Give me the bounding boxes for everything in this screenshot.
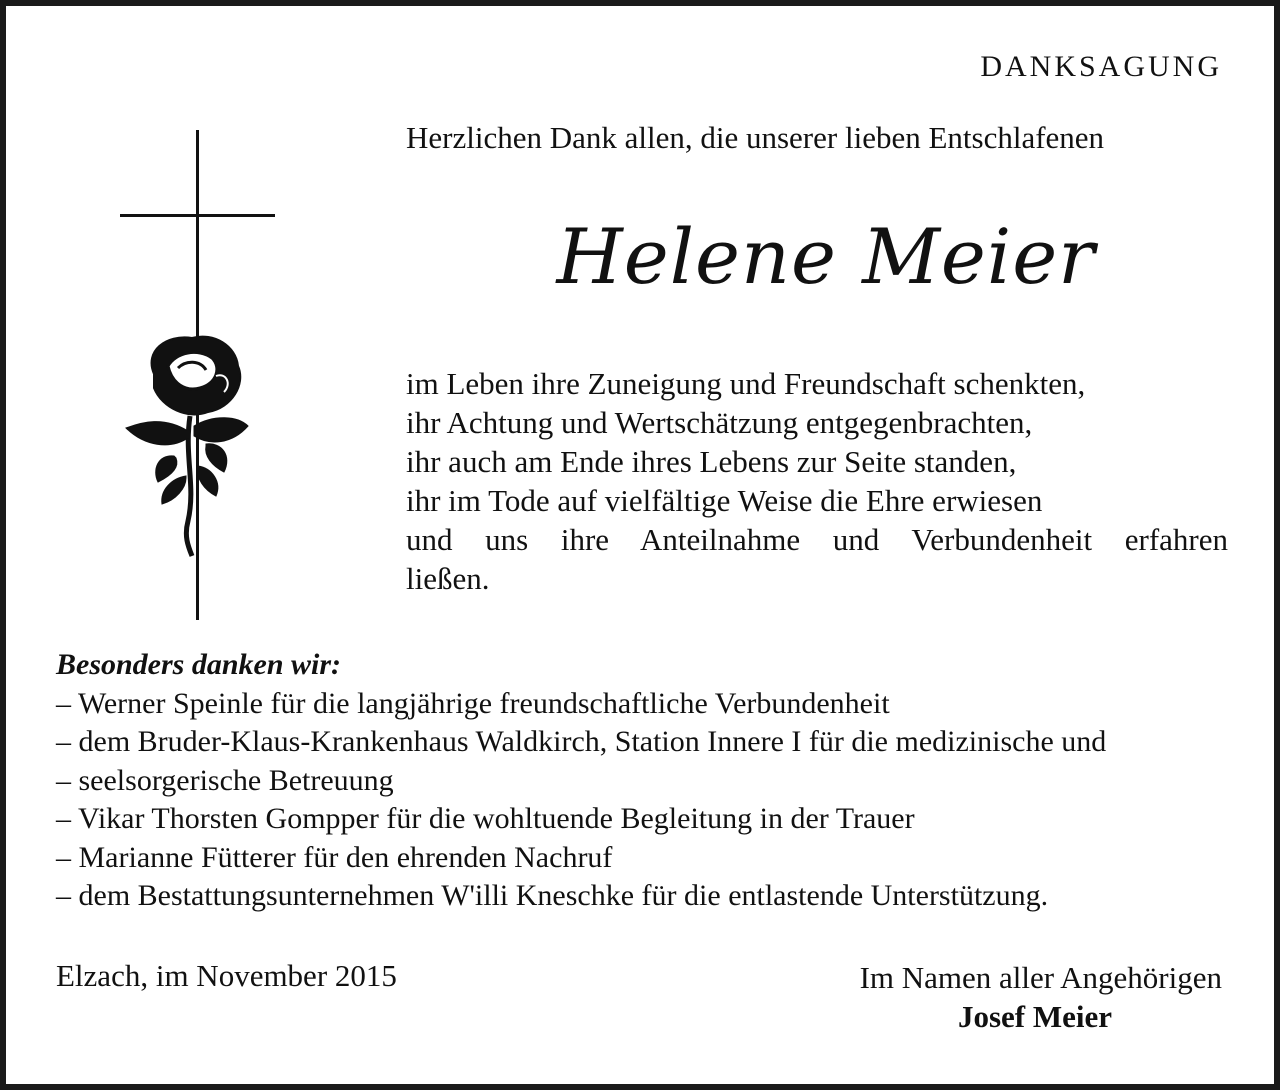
intro-text: Herzlichen Dank allen, die unserer lieben Entschlafenen [406, 120, 1105, 155]
signatory-name: Josef Meier [957, 999, 1112, 1034]
notice-heading: DANKSAGUNG [980, 50, 1222, 83]
thanks-item: – seelsorgerische Betreuung [56, 763, 394, 797]
thanks-item: – dem Bruder-Klaus-Krankenhaus Waldkirch, Station Innere I für die medizinische und [56, 725, 1107, 758]
thanks-item: – Werner Speinle für die langjährige freundschaftliche Verbundenheit [56, 686, 890, 720]
signoff [860, 958, 1222, 1036]
body-line: ihr auch am Ende ihres Lebens zur Seite standen, [406, 444, 1017, 479]
special-thanks [56, 646, 1236, 916]
body-line: im Leben ihre Zuneigung und Freundschaft schenkten, [406, 366, 1086, 401]
rose-icon [126, 337, 248, 556]
thanks-item: – Vikar Thorsten Gompper für die wohltuende Begleitung in der Trauer [56, 802, 915, 835]
cross-rose-emblem [114, 126, 284, 626]
deceased-name: Helene Meier [556, 212, 1096, 301]
special-thanks-heading: Besonders danken wir: [56, 648, 342, 681]
body-line: und uns ihre Anteilnahme und Verbundenheit erfahren [406, 522, 1228, 557]
thanks-item: – dem Bestattungsunternehmen W'illi Kneschke für die entlastende Unterstützung. [56, 879, 1049, 912]
body-line: ihr im Tode auf vielfältige Weise die Ehre erwiesen [406, 483, 1043, 518]
thanks-item: – Marianne Fütterer für den ehrenden Nachruf [56, 840, 613, 874]
body-line: ließen. [406, 561, 490, 596]
place-date: Elzach, im November 2015 [56, 958, 397, 993]
body-line: ihr Achtung und Wertschätzung entgegenbrachten, [406, 405, 1033, 440]
signoff-line: Im Namen aller Angehörigen [859, 960, 1222, 995]
gratitude-body [406, 364, 1228, 598]
